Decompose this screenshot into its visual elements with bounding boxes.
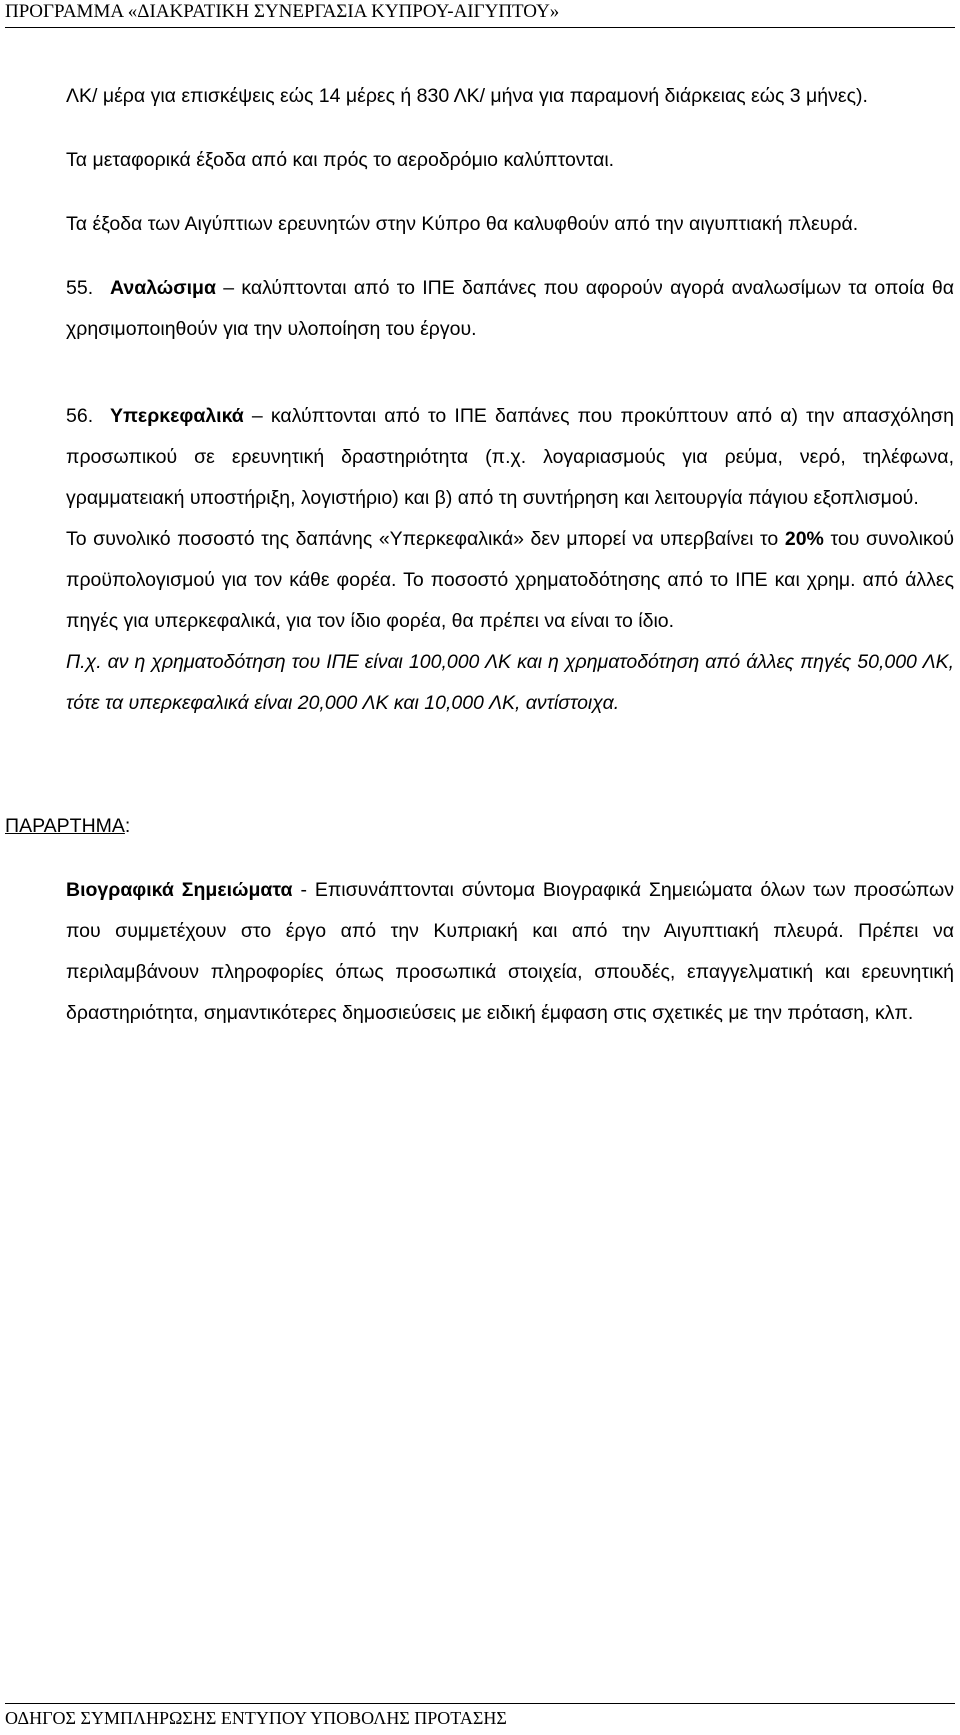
- item-56-number: 56.: [66, 405, 94, 427]
- page-body: [5, 76, 954, 1034]
- item-56-text: – καλύπτονται από το ΙΠΕ δαπάνες που προκύπτουν από α) την απασχόληση προσωπικού σε ερευνητική δραστηριότητα (π.χ. λογαριασμούς για ρεύμα, νερό, τηλέφωνα, γραμματειακή υποστήριξη, λογιστήριο) και β) από τη συντήρηση και λειτουργία πάγιου εξοπλισμού.: [66, 405, 954, 509]
- item-55: [66, 268, 954, 350]
- paragraph-transport: Τα μεταφορικά έξοδα από και πρός το αεροδρόμιο καλύπτονται.: [66, 149, 615, 171]
- appendix-heading: ΠΑΡΑΡΤΗΜΑ:: [5, 815, 131, 837]
- paragraph-egyptian-costs: Τα έξοδα των Αιγύπτιων ερευνητών στην Κύπρο θα καλυφθούν από την αιγυπτιακή πλευρά.: [66, 213, 859, 235]
- header-rule: [5, 27, 955, 28]
- running-header: ΠΡΟΓΡΑΜΜΑ «ΔΙΑΚΡΑΤΙΚΗ ΣΥΝΕΡΓΑΣΙΑ ΚΥΠΡΟΥ-ΑΙΓΥΠΤΟΥ»: [5, 1, 560, 22]
- item-56: [66, 396, 954, 519]
- bio-text: - Επισυνάπτονται σύντομα Βιογραφικά Σημειώματα όλων των προσώπων που συμμετέχουν στο έργο από την Κυπριακή και από την Αιγυπτιακή πλευρά. Πρέπει να περιλαμβάνουν πληροφορίες όπως προσωπικά στοιχεία, σπουδές, επαγγελματική και ερευνητική δραστηριότητα, σημαντικότερες δημοσιεύσεις με ειδική έμφαση στις σχετικές με την πρόταση, κλπ.: [66, 879, 954, 1024]
- item-55-number: 55.: [66, 277, 94, 299]
- paragraph-example: Π.χ. αν η χρηματοδότηση του ΙΠΕ είναι 100,000 ΛΚ και η χρηματοδότηση από άλλες πηγές 50,000 ΛΚ, τότε τα υπερκεφαλικά είναι 20,000 ΛΚ και 10,000 ΛΚ, αντίστοιχα.: [66, 651, 954, 714]
- running-footer: ΟΔΗΓΟΣ ΣΥΜΠΛΗΡΩΣΗΣ ΕΝΤΥΠΟΥ ΥΠΟΒΟΛΗΣ ΠΡΟΤΑΣΗΣ: [5, 1708, 507, 1728]
- item-55-text: – καλύπτονται από το ΙΠΕ δαπάνες που αφορούν αγορά αναλωσίμων τα οποία θα χρησιμοποιηθούν για την υλοποίηση του έργου.: [66, 277, 954, 340]
- paragraph-biographies: [66, 870, 954, 1034]
- bio-title: Βιογραφικά Σημειώματα: [66, 879, 293, 901]
- paragraph-overhead-limit: Το συνολικό ποσοστό της δαπάνης «Υπερκεφαλικά» δεν μπορεί να υπερβαίνει το 20% του συνολικού προϋπολογισμού για τον κάθε φορέα. Το ποσοστό χρηματοδότησης από το ΙΠΕ και χρημ. από άλλες πηγές για υπερκεφαλικά, για τον ίδιο φορέα, θα πρέπει να είναι το ίδιο.: [66, 528, 954, 632]
- item-55-title: Αναλώσιμα: [110, 277, 216, 299]
- overhead-percent: 20%: [784, 528, 824, 550]
- footer-rule: [5, 1703, 955, 1704]
- item-56-title: Υπερκεφαλικά: [110, 405, 244, 427]
- paragraph-continuation: ΛΚ/ μέρα για επισκέψεις εώς 14 μέρες ή 830 ΛΚ/ μήνα για παραμονή διάρκειας εώς 3 μήνες).: [66, 85, 868, 107]
